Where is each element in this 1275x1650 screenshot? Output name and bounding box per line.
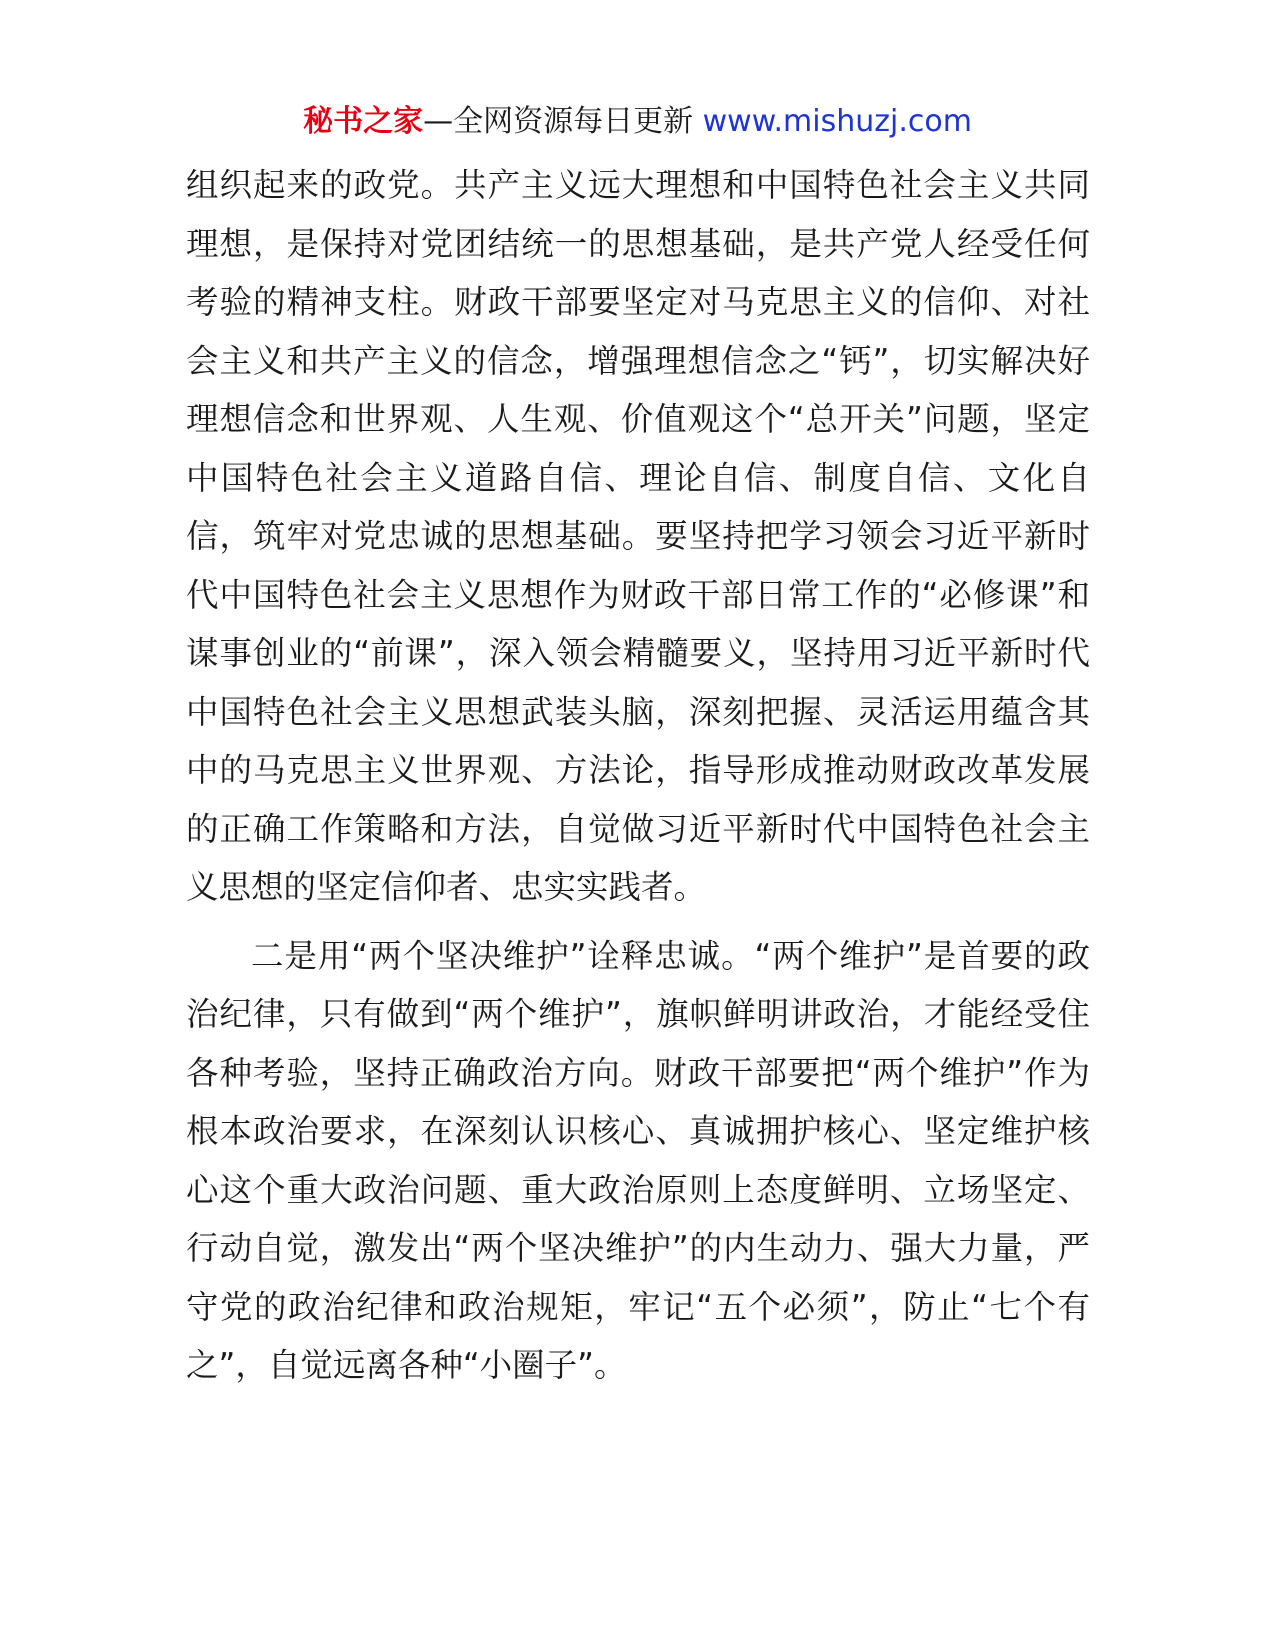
- website-link[interactable]: www.mishuzj.com: [702, 104, 972, 139]
- body-paragraph-1: 组织起来的政党。共产主义远大理想和中国特色社会主义共同理想，是保持对党团结统一的思想基础，是共产党人经受任何考验的精神支柱。财政干部要坚定对马克思主义的信仰、对社会主义和共产主义的信念，增强理想信念之“钙”，切实解决好理想信念和世界观、人生观、价值观这个“总开关”问题，坚定中国特色社会主义道路自信、理论自信、制度自信、文化自信，筑牢对党忠诚的思想基础。要坚持把学习领会习近平新时代中国特色社会主义思想作为财政干部日常工作的“必修课”和谋事创业的“前课”，深入领会精髓要义，坚持用习近平新时代中国特色社会主义思想武装头脑，深刻把握、灵活运用蕴含其中的马克思主义世界观、方法论，指导形成推动财政改革发展的正确工作策略和方法，自觉做习近平新时代中国特色社会主义思想的坚定信仰者、忠实实践者。: [186, 166, 1090, 906]
- body-paragraph-2: 二是用“两个坚决维护”诠释忠诚。“两个维护”是首要的政治纪律，只有做到“两个维护”，旗帜鲜明讲政治，才能经受住各种考验，坚持正确政治方向。财政干部要把“两个维护”作为根本政治要求，在深刻认识核心、真诚拥护核心、坚定维护核心这个重大政治问题、重大政治原则上态度鲜明、立场坚定、行动自觉，激发出“两个坚决维护”的内生动力、强大力量，严守党的政治纪律和政治规矩，牢记“五个必须”，防止“七个有之”，自觉远离各种“小圈子”。: [186, 936, 1090, 1384]
- header-tagline: —全网资源每日更新: [423, 104, 694, 139]
- brand-name: 秘书之家: [303, 104, 424, 139]
- document-body: [186, 156, 1090, 1395]
- page-header: [0, 100, 1275, 144]
